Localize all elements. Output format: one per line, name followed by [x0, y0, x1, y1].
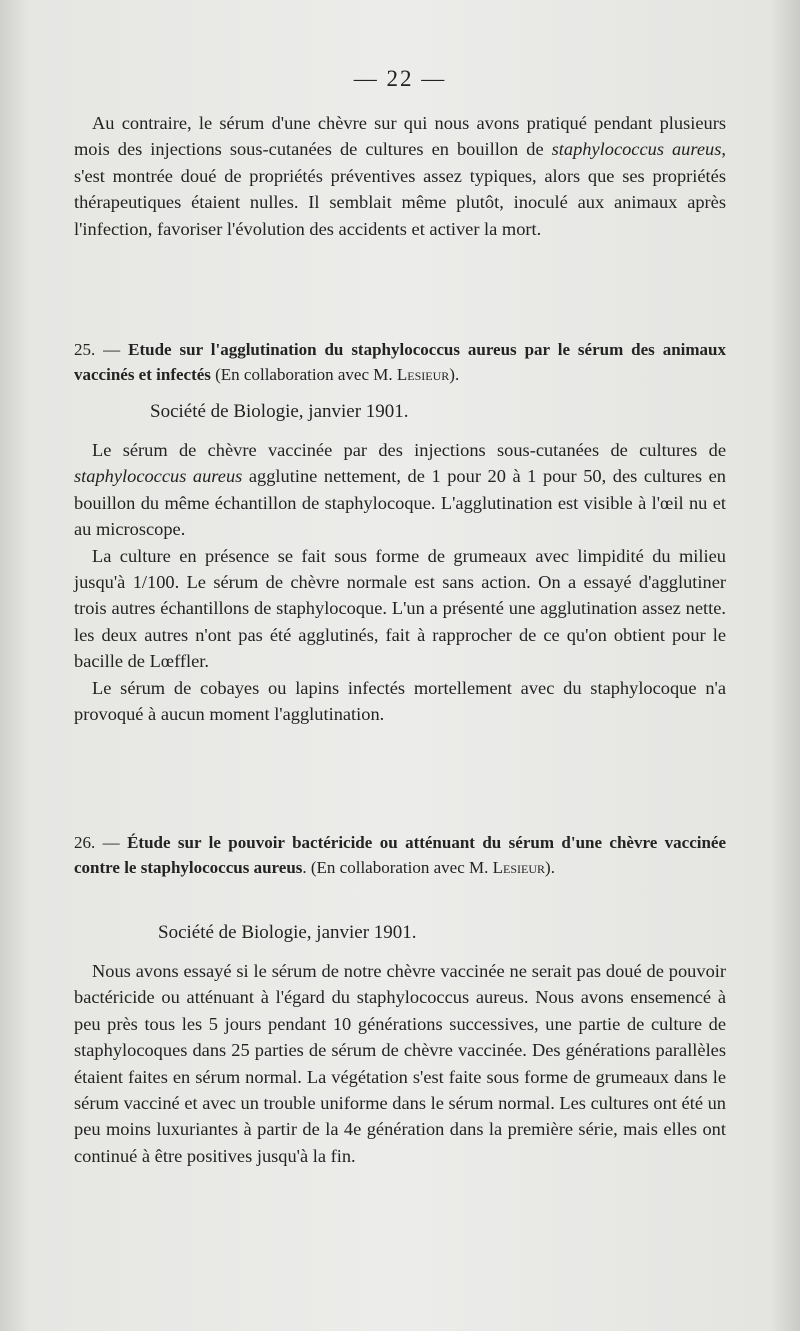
entry-25-heading [74, 337, 726, 387]
intro-text-1: Au contraire, le sérum d'une chèvre sur qui nous avons pratiqué pendant plusieurs mois des injections sous-cutanées de cultures en bouillon de [74, 113, 726, 160]
intro-paragraph [74, 110, 726, 242]
entry-26-collab-prefix: . (En collaboration avec M. [302, 858, 493, 877]
entry-25-source: Société de Biologie, janvier 1901. [150, 401, 409, 422]
entry-25-title: Etude sur l'agglutination du staphylococcus aureus par le sérum des animaux vaccinés et infectés [74, 340, 727, 384]
intro-text-2: , s'est montrée doué de propriétés préventives assez typiques, alors que ses propriétés thérapeutiques étaient nulles. Il semblait même plutôt, inoculé aux animaux après l'infection, favoriser l'évolution des accidents et activer la mort. [74, 139, 726, 239]
entry-26-source: Société de Biologie, janvier 1901. [158, 922, 417, 943]
entry-26-collab-suffix: ). [545, 858, 555, 877]
entry-25-para1-text-1: Le sérum de chèvre vaccinée par des injections sous-cutanées de cultures de [92, 440, 726, 460]
entry-25-collab-suffix: ). [449, 365, 460, 384]
entry-26-heading [74, 830, 726, 880]
entry-25-collab-name: Lesieur [396, 365, 450, 384]
entry-25-para1-italic: staphylococcus aureus [74, 466, 243, 487]
entry-26-number: 26. — [74, 833, 120, 852]
entry-25-para3: Le sérum de cobayes ou lapins infectés mortellement avec du staphylocoque n'a provoqué à aucun moment l'agglutination. [74, 677, 726, 725]
entry-25-collab-prefix: (En collaboration avec M. [210, 365, 397, 384]
entry-25-number: 25. — [74, 340, 121, 359]
entry-26-body [74, 958, 726, 1169]
entry-26-title: Étude sur le pouvoir bactéricide ou atténuant du sérum d'une chèvre vaccinée contre le staphylococcus aureus [74, 833, 727, 877]
entry-26-collab-name: Lesieur [492, 858, 546, 877]
entry-25-para2: La culture en présence se fait sous forme de grumeaux avec limpidité du milieu jusqu'à 1/100. Le sérum de chèvre normale est sans action. On a essayé d'agglutiner trois autres échantillons de staphylocoque. L'un a présenté une agglutination assez nette. les deux autres n'ont pas été agglutinés, fait à rapprocher de ce qu'on obtient pour le bacille de Lœffler. [74, 545, 726, 672]
entry-25-body [74, 437, 726, 727]
entry-26-para1: Nous avons essayé si le sérum de notre chèvre vaccinée ne serait pas doué de pouvoir bactéricide ou atténuant à l'égard du staphylococcus aureus. Nous avons ensemencé à peu près tous les 5 jours pendant 10 générations successives, une partie de culture de staphylocoques dans 25 parties de sérum de chèvre vaccinée. Des générations parallèles étaient faites en sérum normal. La végétation s'est faite sous forme de grumeaux dans le sérum vacciné et avec un trouble uniforme dans le sérum normal. Les cultures ont été un peu moins luxuriantes à partir de la 4e génération dans la première série, mais elles ont continué à être positives jusqu'à la fin. [74, 961, 726, 1166]
page-number: — 22 — [353, 66, 447, 91]
entry-25-para1-text-2: agglutine nettement, de 1 pour 20 à 1 pour 50, des cultures en bouillon du même échantillon de staphylocoque. L'agglutination est visible à l'œil nu et au microscope. [74, 466, 726, 540]
intro-italic-term: staphylococcus aureus [551, 139, 722, 160]
